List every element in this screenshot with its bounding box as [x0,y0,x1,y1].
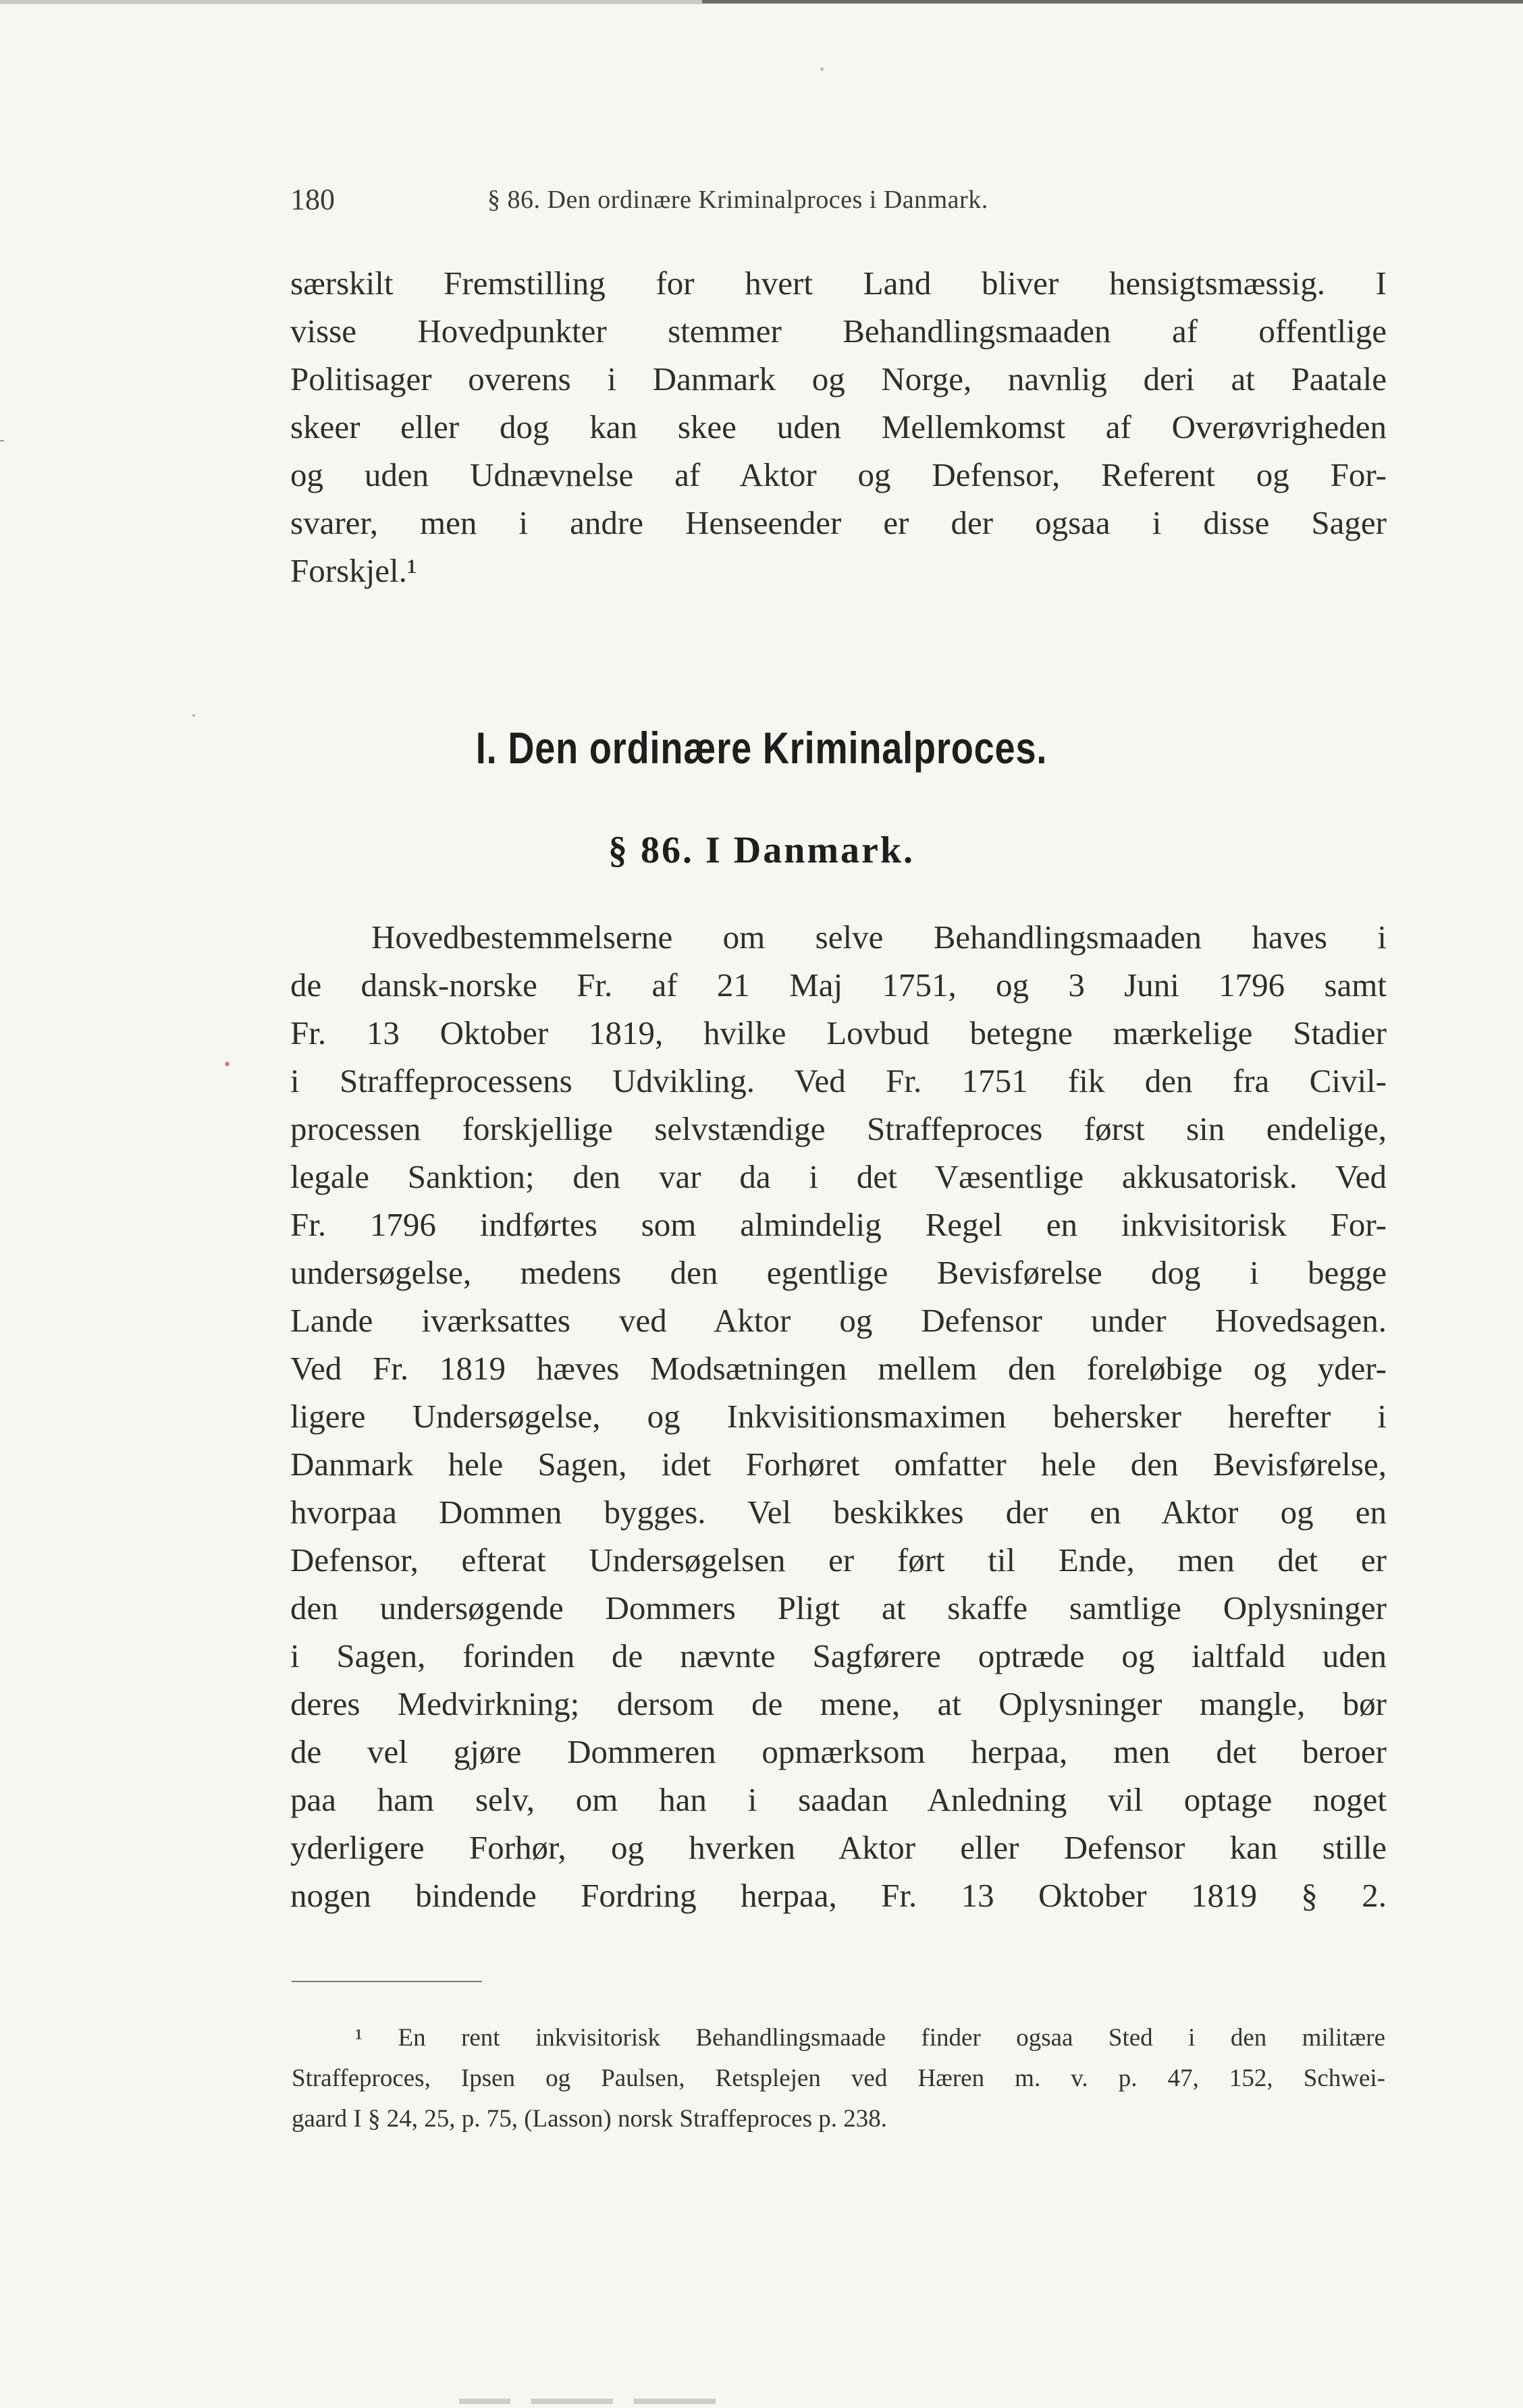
text-line: skeer eller dog kan skee uden Mellemkomst af Overøvrigheden [290,408,1387,445]
footnote-divider [292,1981,482,1982]
text-line: Ved Fr. 1819 hæves Modsætningen mellem den foreløbige og yder- [290,1350,1387,1387]
scan-margin-mark [0,440,4,441]
text-line: legale Sanktion; den var da i det Væsentlige akkusatorisk. Ved [290,1158,1387,1195]
text-line: nogen bindende Fordring herpaa, Fr. 13 Oktober 1819 § 2. [290,1877,1387,1914]
text-line: de vel gjøre Dommeren opmærksom herpaa, men det beroer [290,1733,1387,1770]
page-number: 180 [290,183,335,216]
text-line: visse Hovedpunkter stemmer Behandlingsmaaden af offentlige [290,312,1387,350]
text-line: deres Medvirkning; dersom de mene, at Oplysninger mangle, bør [290,1685,1387,1722]
paragraph-heading: § 86. I Danmark. [608,829,915,871]
running-title: § 86. Den ordinære Kriminalproces i Danmark. [487,186,988,214]
scan-bottom-edge [459,2399,716,2404]
text-line: de dansk-norske Fr. af 21 Maj 1751, og 3 Juni 1796 samt [290,966,1387,1004]
footnote-line: gaard I § 24, 25, p. 75, (Lasson) norsk Straffeproces p. 238. [292,2105,887,2133]
text-line: Forskjel.¹ [290,552,417,589]
footnote [292,2018,1385,2139]
text-line: og uden Udnævnelse af Aktor og Defensor, Referent og For- [290,456,1387,493]
paper-speck [225,1062,230,1066]
text-line: Hovedbestemmelserne om selve Behandlingsmaaden haves i [371,919,1387,956]
paper-speck [820,67,824,71]
text-line: processen forskjellige selvstændige Straffeproces først sin endelige, [290,1110,1387,1147]
text-line: undersøgelse, medens den egentlige Bevisførelse dog i begge [290,1254,1387,1291]
text-line: hvorpaa Dommen bygges. Vel beskikkes der en Aktor og en [290,1494,1387,1531]
footnote-line: ¹ En rent inkvisitorisk Behandlingsmaade finder ogsaa Sted i den militære [355,2024,1385,2052]
text-line: Lande iværksattes ved Aktor og Defensor under Hovedsagen. [290,1302,1387,1339]
page-header [290,182,1276,220]
text-line: svarer, men i andre Henseender er der ogsaa i disse Sager [290,504,1387,541]
text-line: Defensor, efterat Undersøgelsen er ført til Ende, men det er [290,1541,1387,1579]
text-line: Fr. 1796 indførtes som almindelig Regel en inkvisitorisk For- [290,1206,1387,1243]
text-line: den undersøgende Dommers Pligt at skaffe samtlige Oplysninger [290,1589,1387,1626]
text-line: i Straffeprocessens Udvikling. Ved Fr. 1751 fik den fra Civil- [290,1062,1387,1099]
footnote-line: Straffeproces, Ipsen og Paulsen, Retsplejen ved Hæren m. v. p. 47, 152, Schwei- [292,2064,1385,2092]
section-heading: I. Den ordinære Kriminalproces. [475,723,1048,773]
text-line: Politisager overens i Danmark og Norge, navnlig deri at Paatale [290,360,1387,398]
text-line: Danmark hele Sagen, idet Forhøret omfatter hele den Bevisførelse, [290,1446,1387,1483]
scan-top-edge-shadow [702,0,1523,3]
main-paragraph [290,913,1387,1919]
paper-speck [192,714,195,717]
text-line: særskilt Fremstilling for hvert Land bliver hensigtsmæssig. I [290,265,1387,302]
text-line: yderligere Forhør, og hverken Aktor eller Defensor kan stille [290,1829,1387,1866]
text-line: ligere Undersøgelse, og Inkvisitionsmaximen behersker herefter i [290,1398,1387,1435]
text-line: Fr. 13 Oktober 1819, hvilke Lovbud betegne mærkelige Stadier [290,1014,1387,1051]
text-line: i Sagen, forinden de nævnte Sagførere optræde og ialtfald uden [290,1637,1387,1674]
text-line: paa ham selv, om han i saadan Anledning vil optage noget [290,1781,1387,1818]
intro-paragraph [290,259,1387,595]
